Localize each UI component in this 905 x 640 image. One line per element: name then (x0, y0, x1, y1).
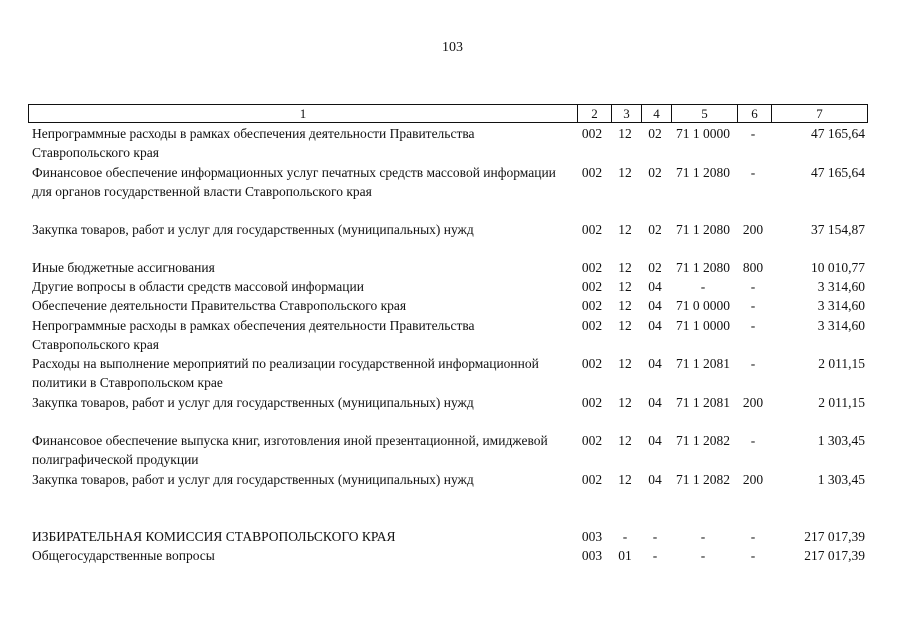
header-col-1: 1 (299, 106, 307, 121)
row-name: Непрограммные расходы в рамках обеспечения деятельности Правительства Ставропольского края (32, 126, 475, 160)
header-col-6: 6 (737, 105, 771, 122)
row-code-2: 002 (581, 222, 603, 237)
header-col-2: 2 (577, 105, 611, 122)
row-amount: 3 314,60 (817, 279, 865, 294)
row-code-2: 002 (581, 318, 603, 333)
row-amount: 47 165,64 (811, 165, 865, 180)
row-amount: 2 011,15 (818, 395, 865, 410)
row-amount: 1 303,45 (817, 433, 865, 448)
row-code-2: 002 (581, 260, 603, 275)
row-code-5: - (700, 279, 706, 294)
row-code-4: 04 (648, 395, 662, 410)
row-code-3: 12 (618, 279, 632, 294)
row-amount: 47 165,64 (811, 126, 865, 141)
row-code-5: 71 1 2081 (676, 395, 730, 410)
row-code-5: 71 1 0000 (676, 318, 730, 333)
row-code-3: 01 (618, 548, 632, 563)
row-name: Обеспечение деятельности Правительства Ставропольского края (32, 298, 407, 313)
row-code-2: 003 (581, 529, 603, 544)
row-code-3: 12 (618, 222, 632, 237)
row-code-5: - (700, 529, 706, 544)
page-number: 103 (442, 40, 463, 55)
row-code-4: 04 (648, 356, 662, 371)
row-name: Общегосударственные вопросы (32, 548, 215, 563)
row-amount: 1 303,45 (817, 472, 865, 487)
row-code-6: - (750, 165, 756, 180)
row-code-5: 71 0 0000 (676, 298, 730, 313)
row-amount: 37 154,87 (811, 222, 865, 237)
row-amount: 217 017,39 (804, 548, 865, 563)
row-code-2: 003 (581, 548, 603, 563)
row-code-4: 04 (648, 298, 662, 313)
row-code-5: 71 1 2081 (676, 356, 730, 371)
header-col-5: 5 (671, 105, 737, 122)
row-code-3: 12 (618, 395, 632, 410)
row-code-5: 71 1 2080 (676, 260, 730, 275)
row-code-3: 12 (618, 356, 632, 371)
table-header (28, 104, 868, 123)
row-name: Расходы на выполнение мероприятий по реализации государственной информационной политики в Ставропольском крае (32, 356, 539, 390)
row-code-6: - (750, 298, 756, 313)
row-code-2: 002 (581, 433, 603, 448)
row-name: Другие вопросы в области средств массовой информации (32, 279, 364, 294)
row-name: Иные бюджетные ассигнования (32, 260, 215, 275)
row-code-2: 002 (581, 395, 603, 410)
row-code-2: 002 (581, 165, 603, 180)
row-code-6: - (750, 126, 756, 141)
row-code-4: 04 (648, 472, 662, 487)
row-code-6: - (750, 548, 756, 563)
row-code-4: 02 (648, 126, 662, 141)
header-col-3: 3 (611, 105, 641, 122)
row-code-3: 12 (618, 318, 632, 333)
row-code-6: 200 (742, 472, 764, 487)
row-code-5: 71 1 2080 (676, 222, 730, 237)
row-code-3: 12 (618, 472, 632, 487)
row-name: Финансовое обеспечение выпуска книг, изготовления иной презентационной, имиджевой полиграфической продукции (32, 433, 548, 467)
row-code-6: - (750, 279, 756, 294)
row-code-3: 12 (618, 165, 632, 180)
row-code-2: 002 (581, 126, 603, 141)
row-code-4: 02 (648, 165, 662, 180)
row-code-2: 002 (581, 298, 603, 313)
row-name: Финансовое обеспечение информационных услуг печатных средств массовой информации для органов государственной власти Ставропольского края (32, 165, 556, 199)
row-code-6: - (750, 433, 756, 448)
row-code-4: 04 (648, 279, 662, 294)
row-name: ИЗБИРАТЕЛЬНАЯ КОМИССИЯ СТАВРОПОЛЬСКОГО КРАЯ (32, 529, 396, 544)
row-code-5: 71 1 0000 (676, 126, 730, 141)
row-code-3: 12 (618, 260, 632, 275)
row-code-6: - (750, 318, 756, 333)
row-name: Закупка товаров, работ и услуг для государственных (муниципальных) нужд (32, 395, 474, 410)
row-code-6: 200 (742, 395, 764, 410)
row-code-6: - (750, 356, 756, 371)
row-amount: 2 011,15 (818, 356, 865, 371)
row-code-5: 71 1 2082 (676, 472, 730, 487)
header-col-7: 7 (771, 105, 867, 122)
row-code-6: - (750, 529, 756, 544)
header-col-4: 4 (641, 105, 671, 122)
row-code-3: 12 (618, 433, 632, 448)
row-code-4: 02 (648, 260, 662, 275)
row-code-4: - (652, 548, 658, 563)
row-code-5: 71 1 2080 (676, 165, 730, 180)
row-name: Непрограммные расходы в рамках обеспечения деятельности Правительства Ставропольского края (32, 318, 475, 352)
row-code-4: 04 (648, 433, 662, 448)
row-code-4: - (652, 529, 658, 544)
row-code-3: - (622, 529, 628, 544)
row-code-2: 002 (581, 472, 603, 487)
row-code-5: 71 1 2082 (676, 433, 730, 448)
row-code-4: 04 (648, 318, 662, 333)
row-amount: 10 010,77 (811, 260, 865, 275)
row-amount: 3 314,60 (817, 298, 865, 313)
row-code-4: 02 (648, 222, 662, 237)
row-code-2: 002 (581, 279, 603, 294)
row-name: Закупка товаров, работ и услуг для государственных (муниципальных) нужд (32, 222, 474, 237)
row-code-2: 002 (581, 356, 603, 371)
row-amount: 217 017,39 (804, 529, 865, 544)
row-code-3: 12 (618, 126, 632, 141)
row-code-6: 200 (742, 222, 764, 237)
row-amount: 3 314,60 (817, 318, 865, 333)
row-code-6: 800 (742, 260, 764, 275)
row-code-5: - (700, 548, 706, 563)
row-name: Закупка товаров, работ и услуг для государственных (муниципальных) нужд (32, 472, 474, 487)
row-code-3: 12 (618, 298, 632, 313)
